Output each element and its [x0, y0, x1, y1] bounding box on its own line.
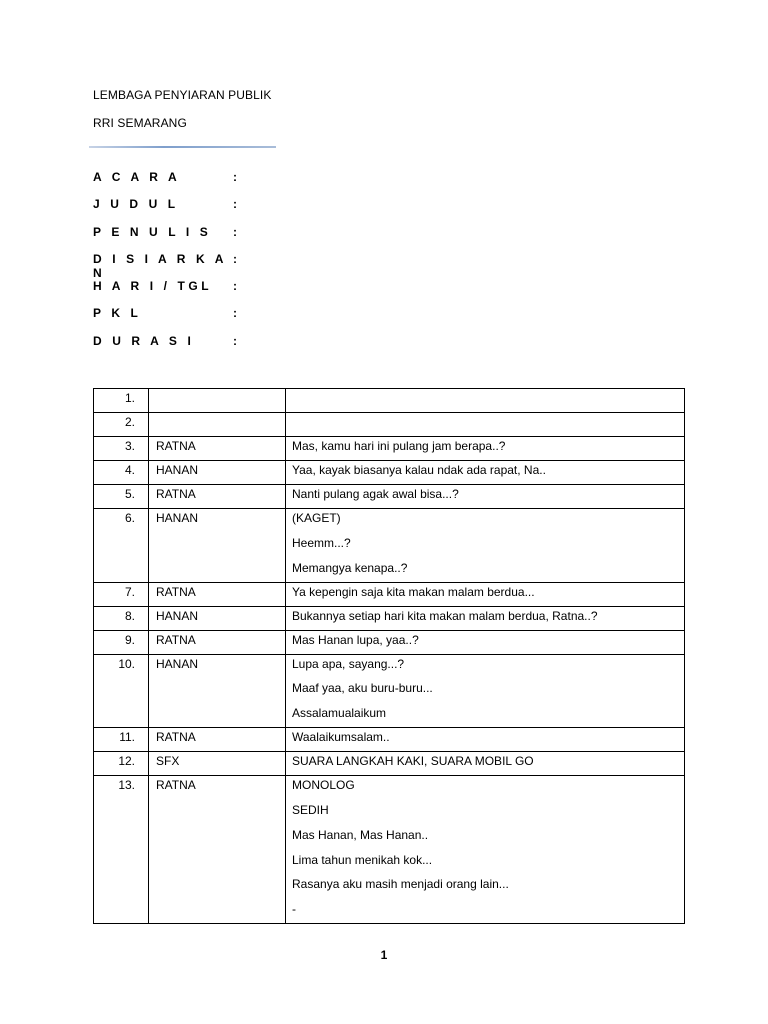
- speaker-cell: [149, 389, 286, 413]
- row-number-cell: [94, 509, 149, 583]
- dialogue-line: Bukannya setiap hari kita makan malam berdua, Ratna..?: [292, 608, 598, 623]
- row-number: 1.: [124, 391, 135, 405]
- field-label: D I S I A R K A N: [93, 251, 227, 280]
- speaker-cell: [149, 582, 286, 606]
- field-colon: :: [233, 224, 237, 239]
- field-colon: :: [233, 306, 237, 321]
- script-row: [94, 728, 685, 752]
- dialogue-cell: [286, 509, 685, 583]
- row-number: 6.: [124, 511, 135, 525]
- dialogue-line: Rasanya aku masih menjadi orang lain...: [292, 877, 509, 892]
- speaker-cell: [149, 654, 286, 728]
- speaker-cell: [149, 606, 286, 630]
- script-table: [93, 388, 685, 924]
- script-row: [94, 437, 685, 461]
- row-number: 8.: [124, 608, 135, 623]
- speaker-cell: [149, 728, 286, 752]
- field-label: D U R A S I: [93, 333, 195, 348]
- speaker-cell: [149, 461, 286, 485]
- script-row: [94, 582, 685, 606]
- row-number-cell: [94, 413, 149, 437]
- dialogue-cell: [286, 776, 685, 924]
- row-number: 3.: [124, 439, 135, 453]
- speaker-name: RATNA: [156, 439, 196, 453]
- script-row: [94, 752, 685, 776]
- row-number-cell: [94, 485, 149, 509]
- dialogue-line: Mas, kamu hari ini pulang jam berapa..?: [292, 439, 506, 453]
- speaker-name: HANAN: [156, 656, 199, 671]
- row-number-cell: [94, 461, 149, 485]
- page-number: 1: [380, 948, 388, 962]
- dialogue-line: -: [292, 902, 296, 917]
- dialogue-line: Ya kepengin saja kita makan malam berdua...: [292, 584, 535, 599]
- speaker-name: RATNA: [156, 778, 196, 793]
- dialogue-line: Lupa apa, sayang...?: [292, 656, 405, 671]
- speaker-cell: [149, 630, 286, 654]
- field-colon: :: [233, 197, 237, 212]
- dialogue-cell: [286, 461, 685, 485]
- row-number-cell: [94, 437, 149, 461]
- speaker-cell: [149, 752, 286, 776]
- row-number: 10.: [118, 656, 135, 671]
- row-number: 4.: [124, 463, 135, 477]
- script-row: [94, 654, 685, 728]
- speaker-name: HANAN: [156, 511, 199, 525]
- dialogue-line: Mas Hanan lupa, yaa..?: [292, 632, 419, 647]
- speaker-cell: [149, 776, 286, 924]
- field-row: [93, 252, 237, 279]
- script-row: [94, 389, 685, 413]
- field-row: [93, 306, 237, 333]
- script-row: [94, 776, 685, 924]
- row-number-cell: [94, 776, 149, 924]
- row-number: 2.: [124, 415, 135, 429]
- dialogue-line: Maaf yaa, aku buru-buru...: [292, 681, 433, 696]
- script-row: [94, 606, 685, 630]
- dialogue-line: Nanti pulang agak awal bisa...?: [292, 487, 459, 501]
- station-name: RRI SEMARANG: [93, 116, 187, 130]
- dialogue-cell: [286, 485, 685, 509]
- speaker-name: [156, 389, 285, 396]
- field-row: [93, 170, 237, 197]
- speaker-name: RATNA: [156, 730, 196, 745]
- dialogue-line: Yaa, kayak biasanya kalau ndak ada rapat, Na..: [292, 463, 546, 477]
- program-info-fields: [93, 170, 237, 361]
- field-row: [93, 197, 237, 224]
- dialogue-cell: [286, 582, 685, 606]
- dialogue-line: Waalaikumsalam..: [292, 730, 390, 745]
- field-label: J U D U L: [93, 197, 179, 212]
- dialogue-line: Memangya kenapa..?: [292, 560, 408, 575]
- script-row: [94, 413, 685, 437]
- row-number: 5.: [124, 487, 135, 501]
- script-table-body: [94, 389, 685, 924]
- speaker-name: RATNA: [156, 584, 196, 599]
- speaker-cell: [149, 509, 286, 583]
- row-number: 9.: [124, 632, 135, 647]
- field-colon: :: [233, 170, 237, 184]
- field-label: P K L: [93, 306, 142, 321]
- speaker-cell: [149, 485, 286, 509]
- row-number-cell: [94, 582, 149, 606]
- speaker-cell: [149, 413, 286, 437]
- script-row: [94, 509, 685, 583]
- row-number: 11.: [119, 730, 135, 745]
- field-row: [93, 279, 237, 306]
- dialogue-cell: [286, 630, 685, 654]
- dialogue-line: Heemm...?: [292, 535, 351, 550]
- row-number-cell: [94, 728, 149, 752]
- dialogue-line: SEDIH: [292, 802, 329, 817]
- row-number-cell: [94, 654, 149, 728]
- speaker-name: HANAN: [156, 608, 199, 623]
- row-number: 7.: [124, 584, 135, 599]
- dialogue-cell: [286, 413, 685, 437]
- speaker-cell: [149, 437, 286, 461]
- dialogue-line: Lima tahun menikah kok...: [292, 852, 433, 867]
- speaker-name: RATNA: [156, 632, 196, 647]
- script-row: [94, 630, 685, 654]
- field-row: [93, 334, 237, 361]
- field-colon: :: [233, 251, 237, 266]
- dialogue-cell: [286, 606, 685, 630]
- dialogue-cell: [286, 437, 685, 461]
- row-number: 12.: [118, 754, 135, 769]
- row-number-cell: [94, 389, 149, 413]
- field-colon: :: [233, 333, 237, 348]
- dialogue-cell: [286, 728, 685, 752]
- field-label: H A R I / TGL: [93, 279, 213, 294]
- row-number: 13.: [118, 778, 135, 793]
- dialogue-line: Assalamualaikum: [292, 706, 387, 721]
- row-number-cell: [94, 606, 149, 630]
- dialogue-cell: [286, 654, 685, 728]
- speaker-name: RATNA: [156, 487, 196, 501]
- dialogue-line: (KAGET): [292, 511, 341, 525]
- dialogue-line: Mas Hanan, Mas Hanan..: [292, 827, 429, 842]
- script-row: [94, 485, 685, 509]
- dialogue-cell: [286, 752, 685, 776]
- organization-name: LEMBAGA PENYIARAN PUBLIK: [93, 88, 272, 102]
- speaker-name: SFX: [156, 754, 180, 769]
- dialogue-line: SUARA LANGKAH KAKI, SUARA MOBIL GO: [292, 754, 534, 769]
- script-row: [94, 461, 685, 485]
- speaker-name: [156, 413, 285, 420]
- row-number-cell: [94, 630, 149, 654]
- row-number-cell: [94, 752, 149, 776]
- dialogue-cell: [286, 389, 685, 413]
- speaker-name: HANAN: [156, 463, 199, 477]
- field-colon: :: [233, 279, 237, 294]
- dialogue-line: MONOLOG: [292, 778, 355, 793]
- field-row: [93, 225, 237, 252]
- header-divider: [89, 146, 276, 148]
- field-label: P E N U L I S: [93, 224, 212, 239]
- field-label: A C A R A: [93, 170, 181, 184]
